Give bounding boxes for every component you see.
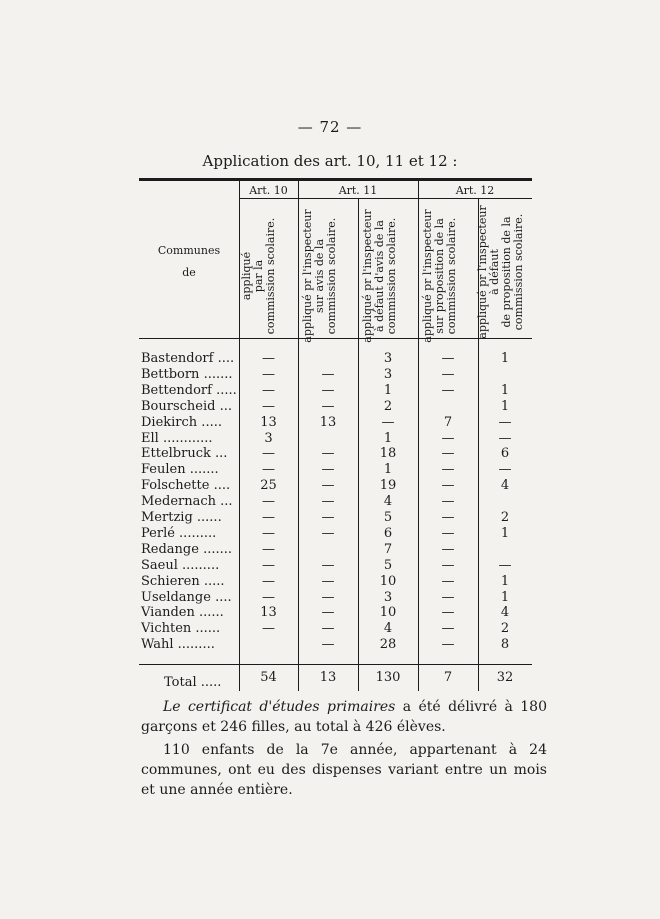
table-cell-c4: — xyxy=(441,541,455,557)
table-cell-c2: — xyxy=(321,637,335,653)
table-cell-c4: — xyxy=(441,589,455,605)
table-cell-c3: 3 xyxy=(383,366,393,382)
table-cell-c2: — xyxy=(321,589,335,605)
table-cell-c5: — xyxy=(498,557,512,573)
table-cell-c2: — xyxy=(321,446,335,462)
certificate-text: a été délivré à 180 garçons et 246 filles, au total à 426 élèves. xyxy=(141,699,547,735)
commune-name: Redange ....... xyxy=(141,541,232,557)
table-cell-c2: — xyxy=(321,605,335,621)
table-cell-c4: — xyxy=(441,366,455,382)
table-cell-c5: 2 xyxy=(500,510,510,525)
table-cell-c3: 4 xyxy=(383,621,393,637)
commune-name: Diekirch ..... xyxy=(141,414,222,430)
table-cell-c3: 10 xyxy=(379,573,397,589)
table-cell-c4: — xyxy=(441,382,455,398)
table-cell-c5: 2 xyxy=(500,621,510,637)
table-cell-c3: — xyxy=(381,414,395,430)
table-cell-c1: — xyxy=(262,573,275,589)
table-cell-c5: — xyxy=(498,462,512,478)
commune-name: Useldange .... xyxy=(141,589,232,605)
table-cell-c1: 13 xyxy=(260,605,277,621)
commune-name: Ettelbruck ... xyxy=(141,446,228,462)
commune-name: Bastendorf .... xyxy=(141,351,235,366)
commune-name: Vichten ...... xyxy=(141,621,221,637)
table-title: Application des art. 10, 11 et 12 : xyxy=(202,152,458,170)
table-cell-c4: — xyxy=(441,605,455,621)
certificate-paragraph xyxy=(141,697,547,737)
commune-name: Bettborn ....... xyxy=(141,366,233,382)
table-cell-c4: — xyxy=(441,351,455,366)
table-cell-c1: — xyxy=(262,541,275,557)
table-cell-c3: 6 xyxy=(383,525,393,541)
table-cell-c2: — xyxy=(321,621,335,637)
table-cell-c2: — xyxy=(321,573,335,589)
table-cell-c4: — xyxy=(441,637,455,653)
commune-name: Feulen ....... xyxy=(141,462,219,478)
table-cell-c3: 5 xyxy=(383,510,393,525)
table-cell-c3: 10 xyxy=(379,605,397,621)
table-cell-c3: 3 xyxy=(383,589,393,605)
table-cell-c3: 4 xyxy=(383,494,393,510)
table-cell-c1: — xyxy=(262,525,275,541)
col3-header: appliqué pr l'inspecteur à défaut d'avis de la commission scolaire. xyxy=(361,209,398,343)
table-cell-c4: — xyxy=(441,573,455,589)
table-cell-c4: — xyxy=(441,494,455,510)
commune-name: Ell ............ xyxy=(141,430,213,446)
commune-name: Bettendorf ..... xyxy=(141,382,237,398)
table-cell-c2: — xyxy=(321,494,335,510)
table-cell-c4: — xyxy=(441,478,455,494)
commune-name: Wahl ......... xyxy=(141,637,215,653)
table-cell-c3: 1 xyxy=(383,462,393,478)
table-cell-c5: 8 xyxy=(500,637,510,653)
total-col3: 130 xyxy=(375,670,401,685)
col5-header: appliqué pr l'inspecteur à défaut de proposition de la commission scolaire. xyxy=(476,205,525,339)
table-cell-c2: — xyxy=(321,366,335,382)
table-cell-c4: — xyxy=(441,510,455,525)
table-cell-c2: — xyxy=(321,510,335,525)
col2-header: appliqué pr l'inspecteur sur avis de la commission scolaire. xyxy=(301,209,338,343)
dispenses-paragraph: 110 enfants de la 7e année, appartenant à 24 communes, ont eu des dispenses variant entre un mois et une année entière. xyxy=(141,742,547,798)
table-cell-c4: — xyxy=(441,557,455,573)
total-rule xyxy=(139,664,532,665)
table-cell-c5: 1 xyxy=(500,573,510,589)
table-cell-c3: 1 xyxy=(383,382,393,398)
commune-name: Folschette .... xyxy=(141,478,231,494)
communes-header xyxy=(139,240,239,284)
commune-name: Vianden ...... xyxy=(141,605,224,621)
group-rule xyxy=(239,198,532,199)
table-cell-c1: — xyxy=(262,557,275,573)
table-cell-c5: 1 xyxy=(500,398,510,414)
page-number: — 72 — xyxy=(297,118,363,136)
art12-header: Art. 12 xyxy=(455,184,495,197)
table-cell-c1: 25 xyxy=(260,478,277,494)
table-cell-c4: — xyxy=(441,446,455,462)
table-cell-c5: — xyxy=(498,430,512,446)
table-cell-c1: — xyxy=(262,589,275,605)
table-cell-c1: 3 xyxy=(264,430,273,446)
art11-header: Art. 11 xyxy=(338,184,378,197)
table-cell-c3: 5 xyxy=(383,557,393,573)
table-cell-c4: — xyxy=(441,621,455,637)
col4-header: appliqué pr l'inspecteur sur proposition de la commission scolaire. xyxy=(421,209,458,343)
total-col4: 7 xyxy=(443,670,453,685)
total-col1: 54 xyxy=(260,670,277,685)
table-cell-c1: — xyxy=(262,462,275,478)
table-cell-c5: 4 xyxy=(500,478,510,494)
table-cell-c4: — xyxy=(441,462,455,478)
table-top-rule xyxy=(139,178,532,181)
commune-name: Bourscheid ... xyxy=(141,398,232,414)
certificate-italic: Le certificat d'études primaires xyxy=(163,699,396,715)
table-cell-c2: — xyxy=(321,525,335,541)
art10-header: Art. 10 xyxy=(249,184,288,197)
table-cell-c5: 1 xyxy=(500,525,510,541)
table-cell-c1: — xyxy=(262,621,275,637)
table-cell-c3: 19 xyxy=(379,478,397,494)
table-cell-c1: — xyxy=(262,510,275,525)
table-cell-c1: — xyxy=(262,351,275,366)
total-col2: 13 xyxy=(319,670,337,685)
commune-name: Perlé ......... xyxy=(141,525,217,541)
table-cell-c4: — xyxy=(441,430,455,446)
table-cell-c3: 28 xyxy=(379,637,397,653)
table-cell-c2: — xyxy=(321,462,335,478)
col1-header: appliqué par la commission scolaire. xyxy=(240,217,277,335)
commune-name: Mertzig ...... xyxy=(141,510,222,525)
communes-header-label: Communes de xyxy=(157,244,221,279)
table-cell-c4: 7 xyxy=(443,414,453,430)
table-cell-c2: — xyxy=(321,557,335,573)
table-cell-c1: — xyxy=(262,494,275,510)
table-cell-c3: 1 xyxy=(383,430,393,446)
table-cell-c3: 7 xyxy=(383,541,393,557)
table-cell-c3: 18 xyxy=(379,446,397,462)
total-label: Total ..... xyxy=(164,675,222,690)
table-cell-c4: — xyxy=(441,525,455,541)
total-col5: 32 xyxy=(496,670,514,685)
table-cell-c5: 6 xyxy=(500,446,510,462)
table-cell-c5: 1 xyxy=(500,382,510,398)
table-cell-c3: 3 xyxy=(383,351,393,366)
table-cell-c1: 13 xyxy=(260,414,277,430)
table-cell-c5: — xyxy=(498,414,512,430)
commune-name: Medernach ... xyxy=(141,494,233,510)
commune-name: Schieren ..... xyxy=(141,573,225,589)
table-cell-c2: — xyxy=(321,398,335,414)
table-cell-c1: — xyxy=(262,398,275,414)
table-cell-c2: 13 xyxy=(319,414,337,430)
table-cell-c1: — xyxy=(262,366,275,382)
table-cell-c5: 4 xyxy=(500,605,510,621)
commune-name: Saeul ......... xyxy=(141,557,220,573)
table-cell-c2: — xyxy=(321,382,335,398)
table-cell-c1: — xyxy=(262,446,275,462)
table-cell-c1: — xyxy=(262,382,275,398)
table-cell-c3: 2 xyxy=(383,398,393,414)
table-cell-c5: 1 xyxy=(500,351,510,366)
table-cell-c5: 1 xyxy=(500,589,510,605)
table-cell-c2: — xyxy=(321,478,335,494)
